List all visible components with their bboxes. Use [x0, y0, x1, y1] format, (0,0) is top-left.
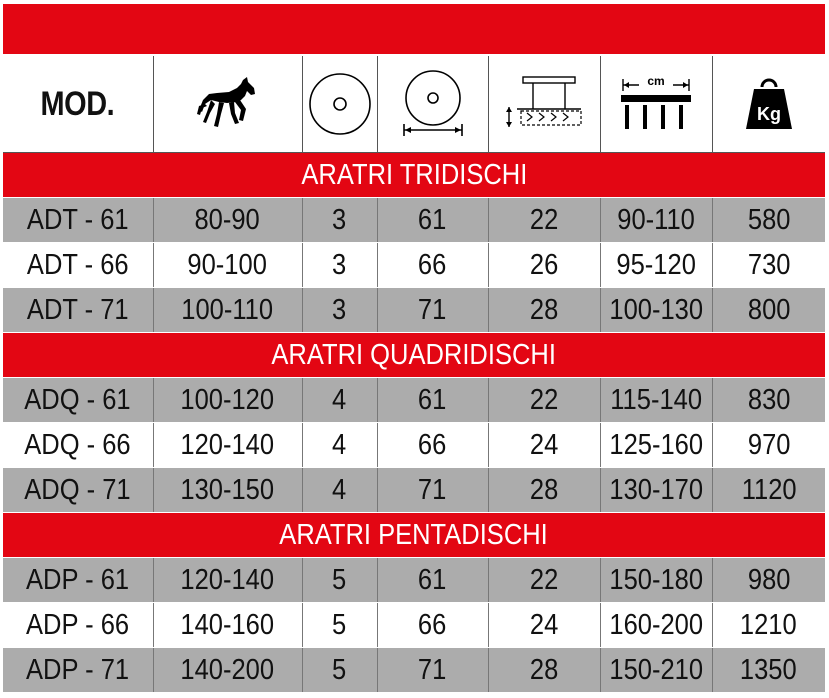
cell-weight	[712, 558, 825, 603]
cell-model-value: ADT - 66	[26, 248, 129, 281]
spec-table	[3, 56, 825, 693]
cell-power-value: 120-140	[180, 563, 275, 596]
cell-width	[600, 288, 712, 333]
section-header	[3, 333, 825, 378]
cell-power-value: 120-140	[180, 428, 275, 461]
table-row	[3, 243, 825, 288]
cell-discs-value: 5	[332, 563, 347, 596]
cell-power	[153, 648, 302, 693]
cell-depth-value: 22	[529, 563, 559, 596]
cell-weight-value: 970	[747, 428, 791, 461]
cell-weight-value: 980	[747, 563, 791, 596]
header-weight	[712, 56, 825, 153]
cell-depth-value: 24	[529, 608, 559, 641]
cell-model-value: ADP - 66	[26, 608, 130, 641]
cell-diameter-value: 71	[418, 473, 447, 506]
cell-weight-value: 800	[747, 293, 791, 326]
cell-model	[3, 288, 153, 333]
cell-diameter	[377, 198, 488, 243]
working-width-icon	[619, 69, 693, 139]
cell-model-value: ADP - 71	[26, 653, 130, 686]
cell-power	[153, 378, 302, 423]
disc-diameter-icon	[400, 68, 466, 140]
header-depth	[488, 56, 600, 153]
cell-model-value: ADQ - 66	[24, 428, 131, 461]
table-row	[3, 468, 825, 513]
cell-model	[3, 558, 153, 603]
cell-depth	[488, 468, 600, 513]
cell-discs-value: 3	[332, 293, 347, 326]
cell-model	[3, 378, 153, 423]
cell-width-value: 160-200	[609, 608, 703, 641]
cell-diameter-value: 66	[418, 248, 447, 281]
cell-weight	[712, 198, 825, 243]
cell-weight	[712, 468, 825, 513]
cell-depth-value: 22	[529, 383, 559, 416]
cell-model-value: ADQ - 61	[24, 383, 131, 416]
cell-depth	[488, 648, 600, 693]
cell-power	[153, 243, 302, 288]
cell-diameter	[377, 603, 488, 648]
cell-width-value: 90-110	[617, 203, 695, 236]
cell-width-value: 130-170	[609, 473, 703, 506]
disc-count-icon	[307, 71, 373, 137]
cell-depth	[488, 423, 600, 468]
cell-discs	[302, 288, 377, 333]
cell-model-value: ADQ - 71	[24, 473, 131, 506]
cell-depth-value: 28	[529, 293, 559, 326]
cell-depth	[488, 288, 600, 333]
weight-unit-label: Kg	[756, 104, 781, 124]
cell-depth-value: 22	[529, 203, 559, 236]
working-depth-icon	[503, 71, 585, 137]
cell-diameter	[377, 558, 488, 603]
cell-discs-value: 4	[332, 473, 347, 506]
cell-width-value: 150-180	[609, 563, 703, 596]
cell-discs-value: 4	[332, 428, 347, 461]
cell-discs	[302, 648, 377, 693]
cell-model-value: ADT - 71	[26, 293, 129, 326]
cell-diameter-value: 66	[418, 428, 447, 461]
cell-discs	[302, 603, 377, 648]
cell-width-value: 125-160	[609, 428, 703, 461]
cell-diameter	[377, 378, 488, 423]
cell-power-value: 140-200	[180, 653, 275, 686]
cell-width	[600, 198, 712, 243]
cell-model	[3, 468, 153, 513]
cell-depth-value: 28	[529, 473, 559, 506]
cell-power	[153, 603, 302, 648]
cell-diameter	[377, 468, 488, 513]
cell-depth	[488, 603, 600, 648]
header-power	[153, 56, 302, 153]
cell-power-value: 90-100	[187, 248, 268, 281]
header-row	[3, 56, 825, 153]
table-row	[3, 288, 825, 333]
cell-depth	[488, 558, 600, 603]
cell-model	[3, 423, 153, 468]
cell-width-value: 150-210	[609, 653, 703, 686]
cell-discs-value: 3	[332, 248, 347, 281]
width-unit-label: cm	[647, 74, 665, 88]
cell-diameter-value: 66	[418, 608, 447, 641]
section-title-cell	[3, 153, 825, 198]
model-label: MOD.	[40, 84, 115, 123]
cell-weight-value: 1350	[740, 653, 798, 686]
cell-diameter-value: 61	[418, 563, 447, 596]
cell-discs	[302, 198, 377, 243]
cell-model-value: ADT - 61	[26, 203, 129, 236]
cell-diameter	[377, 648, 488, 693]
cell-power	[153, 423, 302, 468]
table-row	[3, 603, 825, 648]
cell-discs-value: 5	[332, 653, 347, 686]
cell-width	[600, 603, 712, 648]
cell-width-value: 95-120	[616, 248, 696, 281]
cell-width	[600, 243, 712, 288]
spec-table-body	[3, 153, 825, 693]
cell-power-value: 100-120	[180, 383, 275, 416]
cell-depth	[488, 243, 600, 288]
top-banner	[3, 4, 825, 54]
cell-weight-value: 1120	[741, 473, 797, 506]
cell-discs	[302, 468, 377, 513]
cell-width	[600, 378, 712, 423]
cell-weight	[712, 288, 825, 333]
cell-depth-value: 26	[529, 248, 559, 281]
cell-model	[3, 603, 153, 648]
cell-diameter-value: 71	[418, 293, 447, 326]
cell-discs	[302, 558, 377, 603]
cell-width-value: 115-140	[610, 383, 702, 416]
cell-weight	[712, 648, 825, 693]
cell-weight-value: 580	[747, 203, 791, 236]
header-diameter	[377, 56, 488, 153]
cell-depth-value: 24	[529, 428, 559, 461]
cell-diameter-value: 61	[418, 383, 447, 416]
header-discs	[302, 56, 377, 153]
cell-depth	[488, 378, 600, 423]
cell-width	[600, 423, 712, 468]
cell-weight	[712, 603, 825, 648]
cell-discs-value: 5	[332, 608, 347, 641]
weight-icon	[742, 77, 796, 131]
cell-weight-value: 1210	[740, 608, 798, 641]
cell-depth	[488, 198, 600, 243]
cell-model-value: ADP - 61	[26, 563, 130, 596]
cell-power	[153, 558, 302, 603]
cell-weight	[712, 243, 825, 288]
cell-width-value: 100-130	[609, 293, 703, 326]
horse-power-icon	[197, 76, 259, 132]
cell-power-value: 100-110	[181, 293, 274, 326]
cell-width	[600, 648, 712, 693]
cell-weight-value: 730	[747, 248, 791, 281]
section-header	[3, 153, 825, 198]
section-title: ARATRI QUADRIDISCHI	[271, 338, 557, 371]
cell-power-value: 130-150	[180, 473, 275, 506]
cell-width	[600, 558, 712, 603]
table-row	[3, 378, 825, 423]
cell-discs	[302, 423, 377, 468]
cell-discs-value: 3	[332, 203, 347, 236]
cell-weight-value: 830	[747, 383, 791, 416]
header-width	[600, 56, 712, 153]
cell-diameter	[377, 243, 488, 288]
cell-diameter	[377, 423, 488, 468]
cell-power-value: 140-160	[180, 608, 275, 641]
cell-depth-value: 28	[529, 653, 559, 686]
cell-diameter	[377, 288, 488, 333]
header-model	[3, 56, 153, 153]
table-row	[3, 648, 825, 693]
cell-power	[153, 198, 302, 243]
cell-power-value: 80-90	[194, 203, 261, 236]
section-title-cell	[3, 513, 825, 558]
section-title: ARATRI PENTADISCHI	[279, 518, 549, 551]
section-title: ARATRI TRIDISCHI	[301, 158, 527, 191]
table-row	[3, 423, 825, 468]
cell-discs	[302, 243, 377, 288]
cell-weight	[712, 423, 825, 468]
table-row	[3, 558, 825, 603]
section-header	[3, 513, 825, 558]
cell-model	[3, 198, 153, 243]
section-title-cell	[3, 333, 825, 378]
cell-discs-value: 4	[332, 383, 347, 416]
cell-model	[3, 243, 153, 288]
cell-model	[3, 648, 153, 693]
cell-discs	[302, 378, 377, 423]
table-row	[3, 198, 825, 243]
cell-power	[153, 288, 302, 333]
cell-weight	[712, 378, 825, 423]
cell-diameter-value: 61	[418, 203, 447, 236]
cell-power	[153, 468, 302, 513]
cell-diameter-value: 71	[418, 653, 447, 686]
cell-width	[600, 468, 712, 513]
